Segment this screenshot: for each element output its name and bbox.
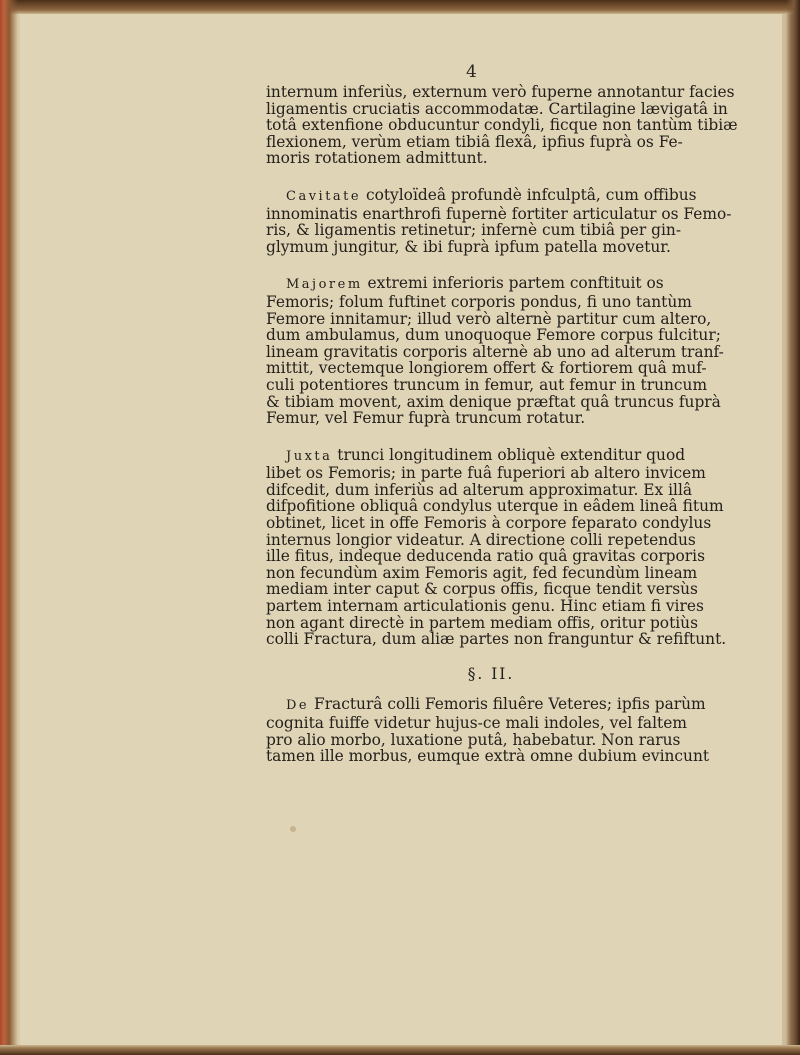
text-line: innominatis enarthrofi fupernè fortiter articulatur os Femo- — [266, 204, 732, 223]
main-text — [266, 83, 738, 785]
text-line: colli Fractura, dum aliæ partes non franguntur & refiftunt. — [266, 630, 727, 649]
paragraph-4 — [266, 445, 727, 649]
scan-bottom-edge — [0, 1045, 800, 1055]
text-line: trunci longitudinem obliquè extenditur quod — [332, 445, 686, 464]
text-line: ligamentis cruciatis accommodatæ. Cartilagine lævigatâ in — [266, 99, 728, 118]
book-binding-right — [786, 0, 800, 1055]
text-line: non agant directè in partem mediam offis, oritur potiùs — [266, 613, 698, 632]
text-line: difcedit, dum inferiùs ad alterum approximatur. Ex illâ — [266, 480, 693, 499]
text-line: flexionem, verùm etiam tibiâ flexâ, ipfius fuprà os Fe- — [266, 132, 683, 151]
text-line: tamen ille morbus, eumque extrà omne dubium evincunt — [266, 747, 710, 766]
text-line: mediam inter caput & corpus offis, ficque tendit versùs — [266, 580, 698, 599]
paragraph-lead-word: Majorem — [286, 277, 363, 293]
book-binding-left — [0, 0, 18, 1055]
text-line: lineam gravitatis corporis alternè ab uno ad alterum tranf- — [266, 342, 724, 361]
paragraph-3 — [266, 274, 724, 428]
text-line: Femur, vel Femur fuprà truncum rotatur. — [266, 409, 586, 428]
text-line: dum ambulamus, dum unoquoque Femore corpus fulcitur; — [266, 326, 721, 345]
text-line: non fecundùm axim Femoris agit, fed fecundùm lineam — [266, 563, 698, 582]
text-line: cotyloïdeâ profundè infculptâ, cum offibus — [361, 185, 697, 204]
paragraph-lead-word: De — [286, 698, 310, 714]
text-line: ille fitus, indeque deducenda ratio quâ gravitas corporis — [266, 547, 705, 566]
paragraph-5 — [266, 696, 716, 764]
text-line: ris, & ligamentis retinetur; infernè cum tibiâ per gin- — [266, 221, 682, 240]
text-line: totâ extenfione obducuntur condyli, ficque non tantùm tibiæ — [266, 116, 738, 135]
paragraph-lead-word: Juxta — [286, 448, 333, 464]
text-line: glymum jungitur, & ibi fuprà ipfum patella movetur. — [266, 237, 671, 256]
text-line: internus longior videatur. A directione colli repetendus — [266, 530, 696, 549]
text-line: Fracturâ colli Femoris filuêre Veteres; ipfis parùm — [309, 695, 706, 714]
text-line: partem internam articulationis genu. Hinc etiam fi vires — [266, 597, 704, 616]
text-line: moris rotationem admittunt. — [266, 149, 488, 168]
paper-stain — [290, 826, 296, 832]
text-line: Femoris; folum fuftinet corporis pondus, fi uno tantùm — [266, 292, 692, 311]
page-number: 4 — [466, 62, 477, 82]
text-line: libet os Femoris; in parte fuâ fuperiori ab altero invicem — [266, 464, 706, 483]
paragraph-2 — [266, 185, 732, 256]
text-line: & tibiam movent, axim denique præftat quâ truncus fuprà — [266, 392, 721, 411]
text-line: culi potentiores truncum in femur, aut femur in truncum — [266, 375, 708, 394]
text-line: Femore innitamur; illud verò alternè partitur cum altero, — [266, 309, 712, 328]
text-line: obtinet, licet in offe Femoris à corpore feparato condylus — [266, 514, 712, 533]
scan-top-edge — [0, 0, 800, 14]
text-line: extremi inferioris partem conftituit os — [362, 274, 664, 293]
text-line: pro alio morbo, luxatione putâ, habebatur. Non rarus — [266, 730, 681, 749]
section-heading: §. II. — [467, 664, 515, 683]
text-line: cognita fuiffe videtur hujus-ce mali indoles, vel faltem — [266, 714, 687, 732]
paragraph-1 — [266, 83, 738, 168]
paragraph-lead-word: Cavitate — [286, 188, 362, 204]
text-line: mittit, vectemque longiorem offert & fortiorem quâ muf- — [266, 359, 707, 378]
text-line: internum inferiùs, externum verò fuperne annotantur facies — [266, 83, 735, 101]
text-line: difpofitione obliquâ condylus uterque in eâdem lineâ fitum — [266, 497, 724, 516]
